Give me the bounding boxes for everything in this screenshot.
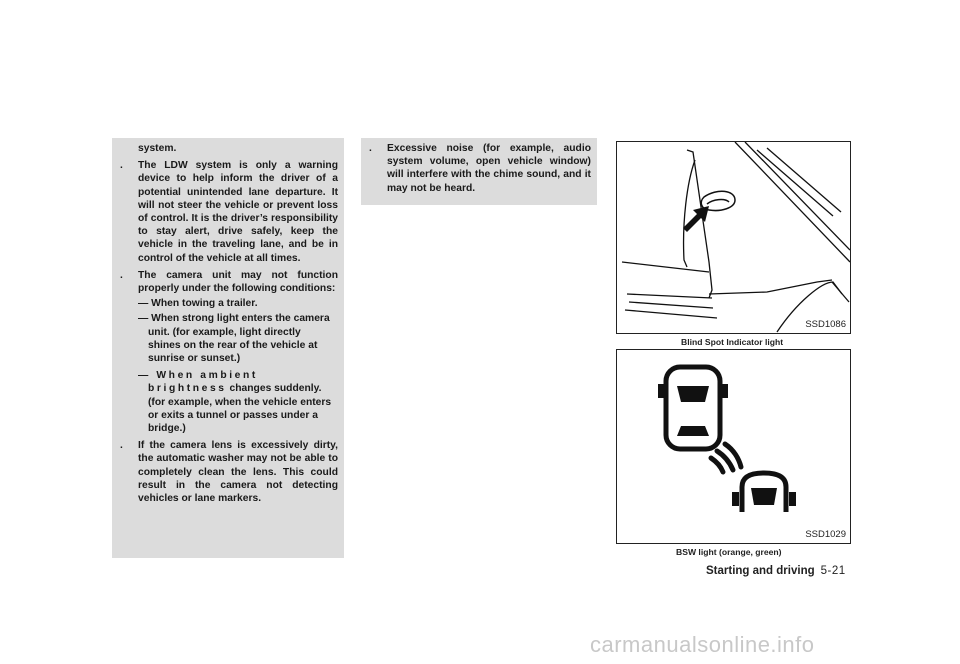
arrow-icon (683, 206, 709, 232)
section-title: Starting and driving (706, 565, 815, 577)
bullet-item-ldw-warning (112, 159, 344, 265)
bullet-text: If the camera lens is excessively dirty, the automatic washer may not be able to completely clean the lens. This could result in the camera not detecting vehicles or lane markers. (138, 440, 338, 505)
figure-code: SSD1029 (805, 529, 846, 540)
bullet-item-camera-conditions (112, 269, 344, 295)
figure-bsw-light (616, 349, 851, 544)
bullet-mark: . (369, 143, 372, 154)
sub-item-ambient-brightness: — When ambient brightness changes suddenly. (for example, when the vehicle enters or exits a tunnel or passes under a bridge.) (138, 370, 332, 435)
figure-caption: BSW light (orange, green) (676, 547, 782, 557)
bullet-mark: . (120, 440, 123, 452)
sub-item-towing: — When towing a trailer. (138, 298, 258, 310)
sub-item-strong-light: — When strong light enters the camera unit. (for example, light directly shines on the rear of the vehicle at sunrise or sunset.) (138, 313, 330, 365)
bullet-mark: . (120, 269, 123, 281)
bsw-illustration (617, 350, 850, 543)
bullet-mark: . (120, 160, 123, 172)
bullet-item-excessive-noise (361, 142, 597, 195)
page-footer (706, 565, 846, 577)
bullet-text: The LDW system is only a warning device to help inform the driver of a potential unintended lane departure. It will not steer the vehicle or prevent loss of control. It is the driver’s responsibility to stay alert, drive safely, keep the vehicle in the traveling lane, and be in control of the vehicle at all times. (138, 160, 338, 264)
figure-blind-spot-indicator (616, 141, 851, 334)
left-column (112, 138, 344, 558)
bullet-text: The camera unit may not function properly under the following conditions: (138, 269, 338, 295)
continuation-text: system. (138, 143, 177, 154)
figure-code: SSD1086 (805, 319, 846, 330)
bullet-item-dirty-lens (112, 439, 344, 505)
middle-column (361, 138, 597, 205)
own-vehicle-icon (658, 367, 728, 449)
a-pillar-illustration (617, 142, 850, 333)
watermark: carmanualsonline.info (590, 632, 815, 657)
approaching-vehicle-icon (732, 473, 796, 512)
bullet-text: Excessive noise (for example, audio system volume, open vehicle window) will interfere with the chime sound, and it may not be heard. (387, 143, 591, 194)
page-number: 5-21 (820, 565, 846, 577)
figure-caption: Blind Spot Indicator light (681, 337, 784, 347)
